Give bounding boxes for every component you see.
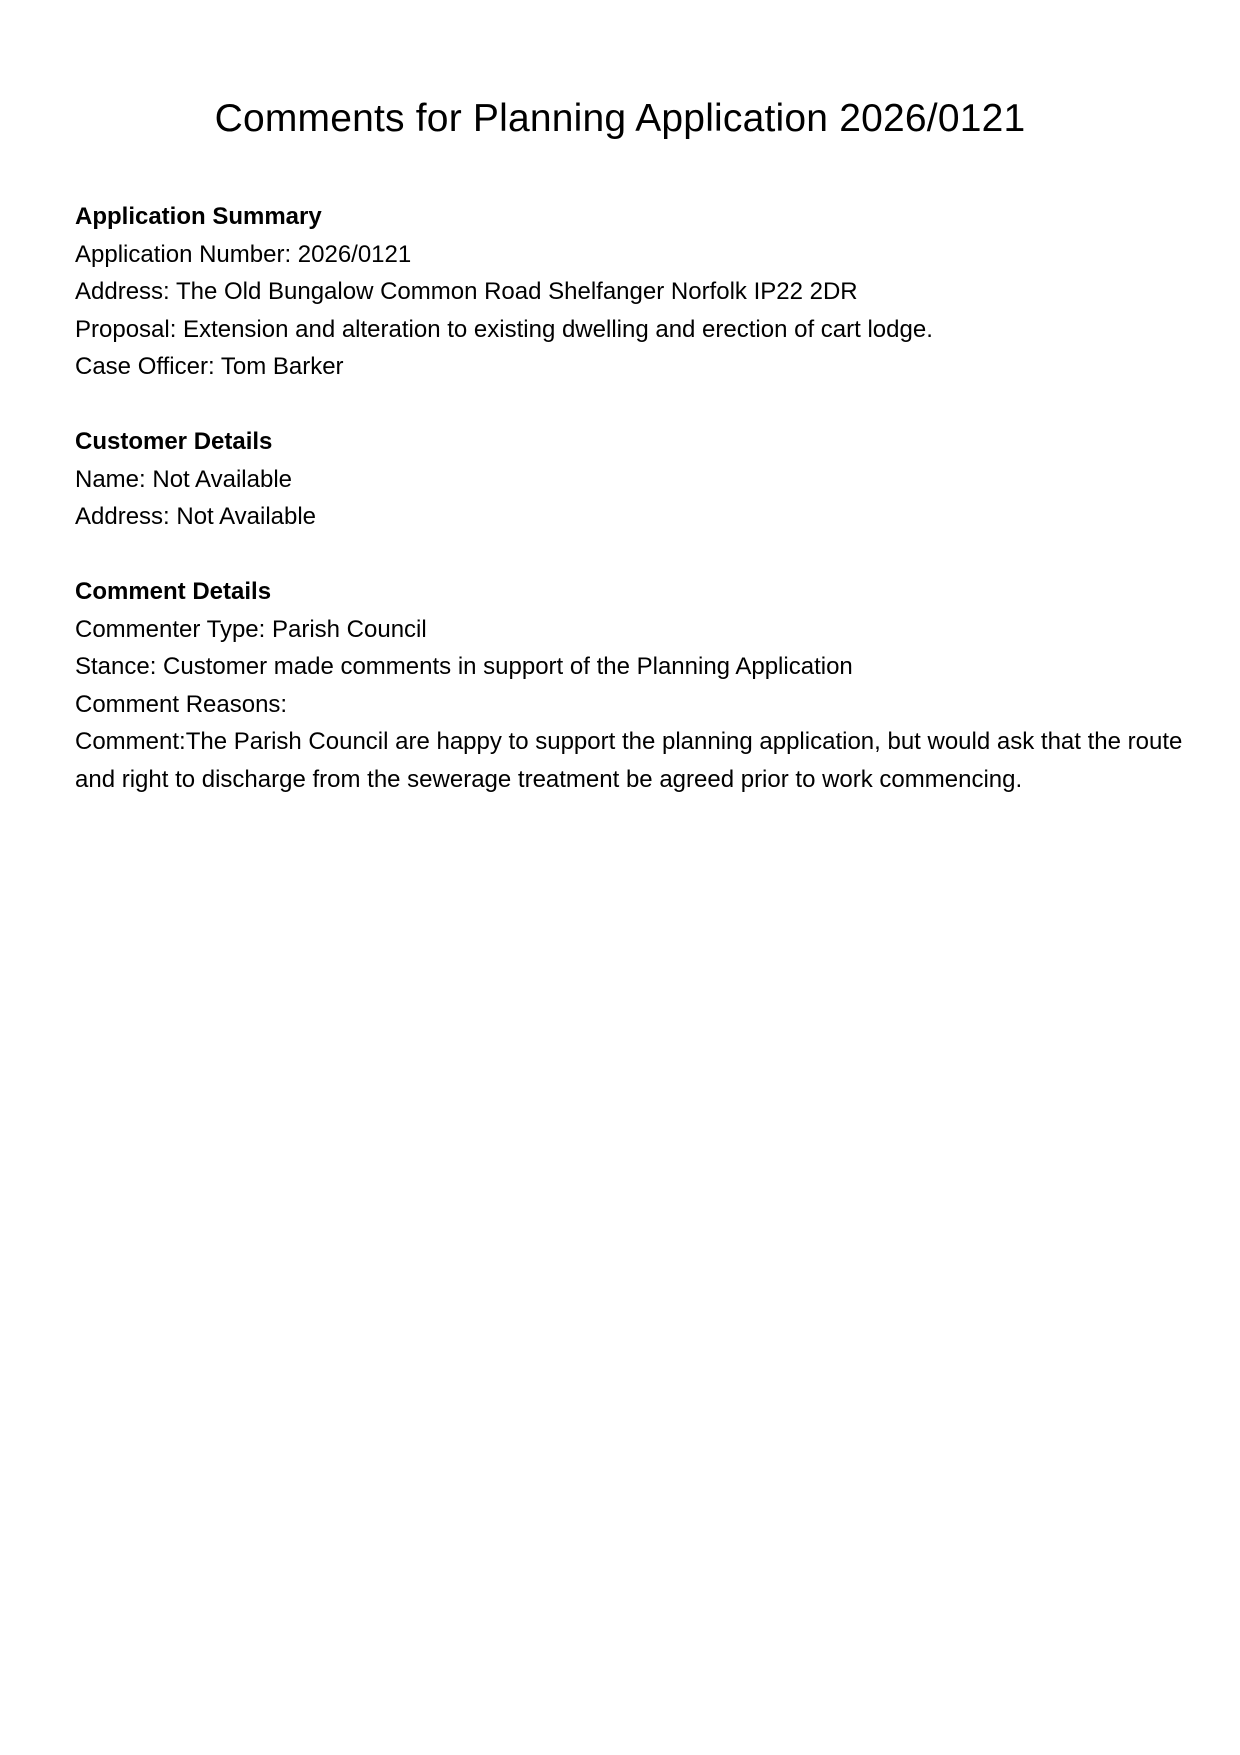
- customer-address: Address: Not Available: [75, 503, 317, 530]
- comment-text: Comment:The Parish Council are happy to support the planning application, but would ask that the route and right to discharge from the sewerage treatment be agreed prior to work commencing.: [75, 728, 1183, 793]
- commenter-type: Commenter Type: Parish Council: [75, 615, 427, 643]
- application-address: Address: The Old Bungalow Common Road Shelfanger Norfolk IP22 2DR: [75, 278, 858, 305]
- customer-details-heading: Customer Details: [75, 428, 273, 455]
- stance: Stance: Customer made comments in support of the Planning Application: [75, 653, 853, 680]
- application-proposal: Proposal: Extension and alteration to existing dwelling and erection of cart lodge.: [75, 315, 933, 343]
- case-officer: Case Officer: Tom Barker: [75, 353, 344, 380]
- comment-details-section: [75, 573, 1185, 798]
- application-number: Application Number: 2026/0121: [75, 240, 412, 268]
- comment-details-heading: Comment Details: [75, 578, 272, 605]
- customer-name: Name: Not Available: [75, 465, 293, 493]
- page-title: Comments for Planning Application 2026/0121: [214, 97, 1026, 140]
- comment-reasons: Comment Reasons:: [75, 690, 288, 718]
- application-summary-section: [75, 198, 1185, 386]
- customer-details-section: [75, 423, 1185, 536]
- application-summary-heading: Application Summary: [75, 203, 322, 230]
